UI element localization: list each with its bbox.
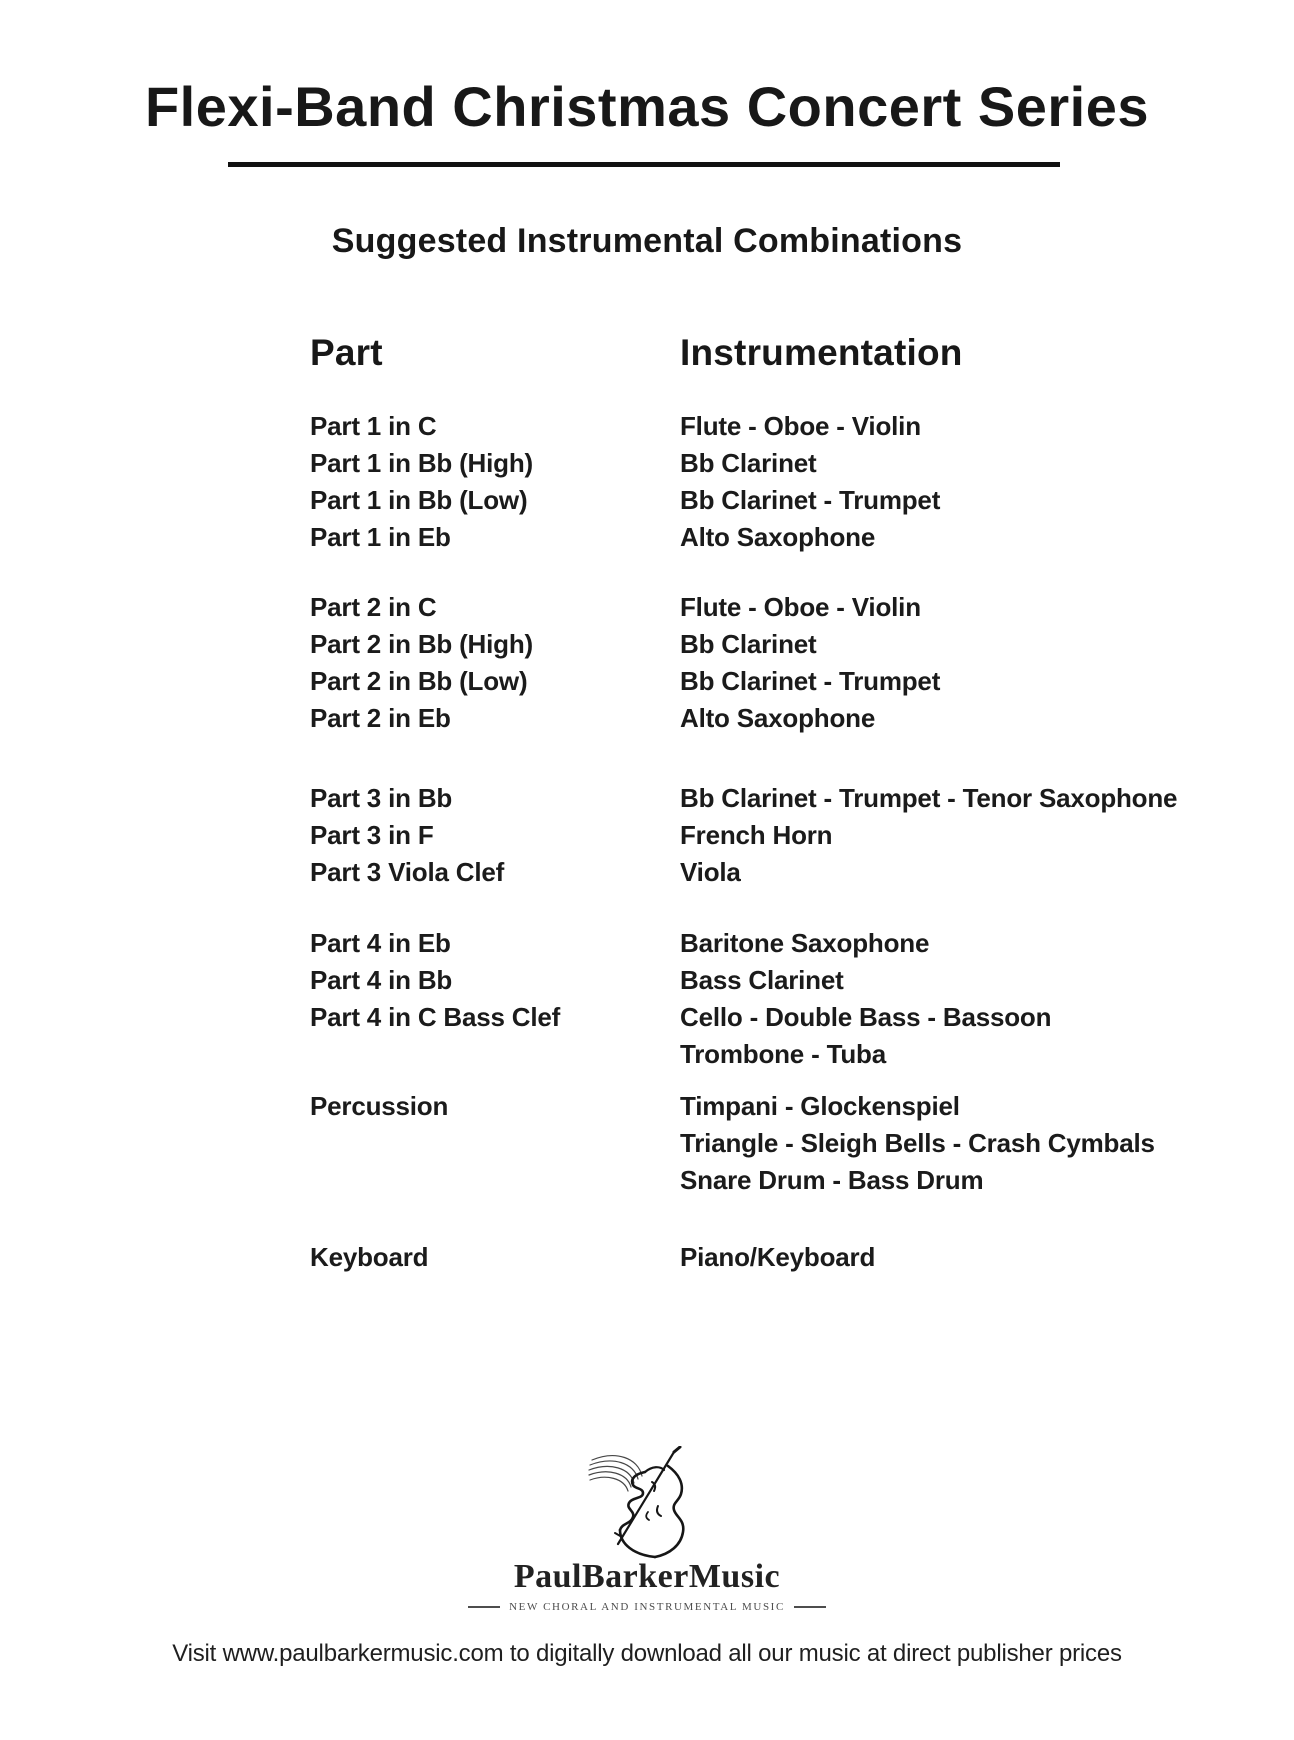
footer-note: Visit www.paulbarkermusic.com to digitally download all our music at direct publisher prices bbox=[172, 1640, 1122, 1667]
part-cell bbox=[310, 1036, 680, 1073]
part-cell bbox=[310, 1162, 680, 1199]
part-cell: Keyboard bbox=[310, 1242, 429, 1272]
part-cell bbox=[310, 1125, 680, 1162]
table-header-row bbox=[310, 332, 963, 374]
part-cell: Part 4 in Bb bbox=[310, 965, 453, 995]
publisher-name: PaulBarkerMusic bbox=[513, 1558, 781, 1595]
part-cell: Part 1 in Eb bbox=[310, 522, 451, 552]
table-section-part-2 bbox=[310, 589, 940, 737]
publisher-logo bbox=[0, 1446, 1294, 1613]
part-cell: Part 1 in Bb (Low) bbox=[310, 485, 528, 515]
instrumentation-cell: Alto Saxophone bbox=[680, 703, 876, 733]
column-header-part: Part bbox=[310, 332, 383, 373]
instrumentation-cell: Cello - Double Bass - Bassoon bbox=[680, 1002, 1052, 1032]
part-cell: Part 2 in Bb (Low) bbox=[310, 666, 528, 696]
instrumentation-cell: Bb Clarinet - Trumpet bbox=[680, 485, 941, 515]
publisher-tagline bbox=[0, 1601, 1294, 1613]
instrumentation-cell: Trombone - Tuba bbox=[680, 1039, 886, 1069]
instrumentation-cell: Timpani - Glockenspiel bbox=[680, 1091, 960, 1121]
instrumentation-cell: Bb Clarinet - Trumpet - Tenor Saxophone bbox=[680, 783, 1178, 813]
table-section-part-4 bbox=[310, 925, 1051, 1073]
tagline-rule-right bbox=[794, 1606, 826, 1608]
instrumentation-cell: Bb Clarinet - Trumpet bbox=[680, 666, 941, 696]
instrumentation-cell: Triangle - Sleigh Bells - Crash Cymbals bbox=[680, 1128, 1155, 1158]
table-section-part-1 bbox=[310, 408, 940, 556]
instrumentation-cell: Flute - Oboe - Violin bbox=[680, 411, 921, 441]
part-cell: Percussion bbox=[310, 1091, 449, 1121]
instrumentation-cell: Viola bbox=[680, 857, 741, 887]
part-cell: Part 1 in C bbox=[310, 411, 437, 441]
instrumentation-cell: French Horn bbox=[680, 820, 833, 850]
tagline-text: NEW CHORAL AND INSTRUMENTAL MUSIC bbox=[509, 1601, 785, 1613]
part-cell: Part 4 in Eb bbox=[310, 928, 451, 958]
part-cell: Part 3 Viola Clef bbox=[310, 857, 505, 887]
table-section-part-3 bbox=[310, 780, 1177, 891]
table-section-keyboard bbox=[310, 1239, 875, 1276]
violin-and-bow-icon bbox=[582, 1446, 712, 1566]
title-underline bbox=[228, 162, 1060, 167]
instrumentation-cell: Piano/Keyboard bbox=[680, 1242, 876, 1272]
part-cell: Part 1 in Bb (High) bbox=[310, 448, 533, 478]
part-cell: Part 2 in Eb bbox=[310, 703, 451, 733]
part-cell: Part 2 in Bb (High) bbox=[310, 629, 533, 659]
instrumentation-cell: Bass Clarinet bbox=[680, 965, 844, 995]
instrumentation-cell: Snare Drum - Bass Drum bbox=[680, 1165, 984, 1195]
part-cell: Part 3 in Bb bbox=[310, 783, 453, 813]
page-title: Flexi-Band Christmas Concert Series bbox=[144, 75, 1150, 138]
part-cell: Part 3 in F bbox=[310, 820, 434, 850]
table-section-percussion bbox=[310, 1088, 1155, 1199]
part-cell: Part 2 in C bbox=[310, 592, 437, 622]
instrumentation-cell: Alto Saxophone bbox=[680, 522, 876, 552]
tagline-rule-left bbox=[468, 1606, 500, 1608]
part-cell: Part 4 in C Bass Clef bbox=[310, 1002, 561, 1032]
instrumentation-cell: Flute - Oboe - Violin bbox=[680, 592, 921, 622]
instrumentation-cell: Baritone Saxophone bbox=[680, 928, 930, 958]
instrumentation-cell: Bb Clarinet bbox=[680, 448, 817, 478]
page-subtitle: Suggested Instrumental Combinations bbox=[331, 222, 963, 260]
instrumentation-cell: Bb Clarinet bbox=[680, 629, 817, 659]
column-header-instrumentation: Instrumentation bbox=[680, 332, 963, 373]
